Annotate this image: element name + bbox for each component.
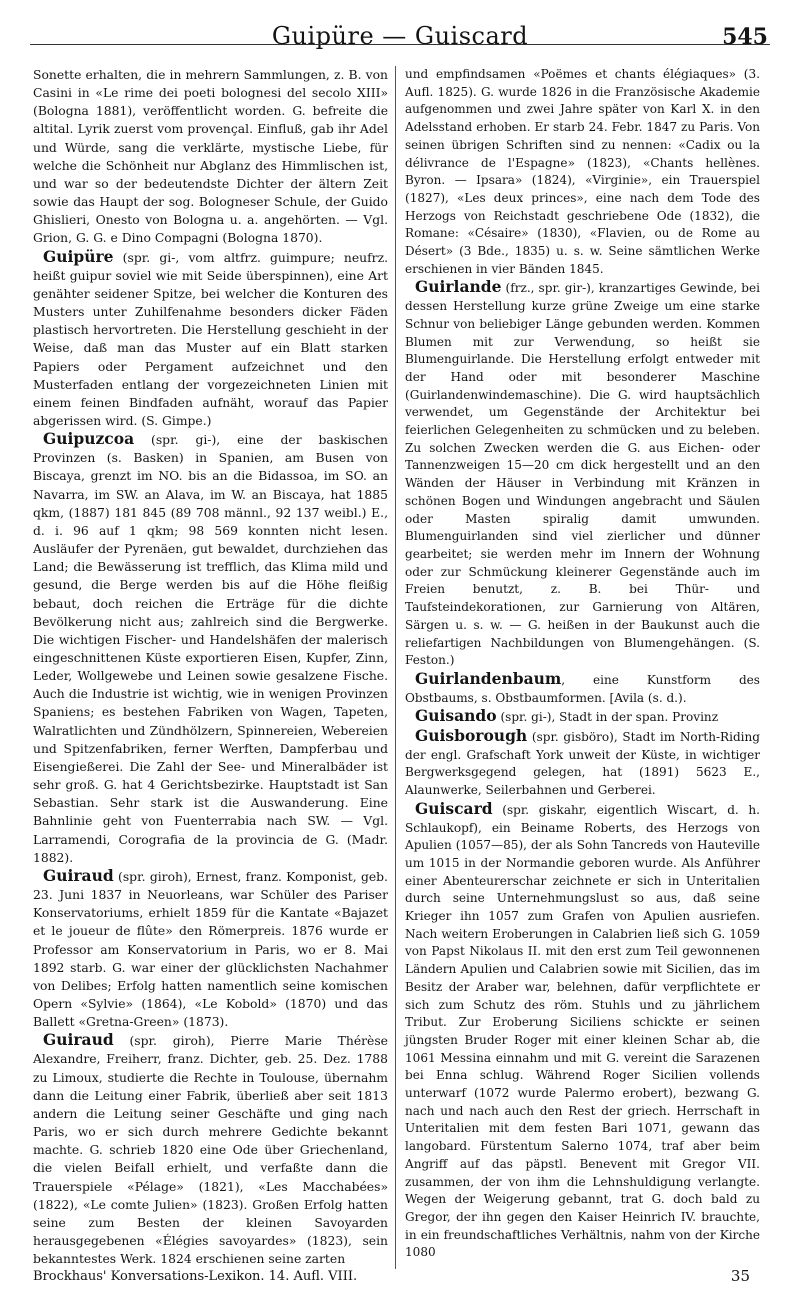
column-divider [395,66,396,1269]
entry-text: (spr. gi-), Stadt in der span. Provinz [496,710,719,725]
entry-guipuzcoa [33,430,388,867]
signature-mark: 35 [730,1267,750,1285]
entry-guiscard [405,800,760,1262]
entry-text: (frz., spr. gir-), kranzartiges Gewinde, bei dessen Herstellung kurze grüne Zweige um eine starke Schnur von beliebiger Länge gebunden werden. Kommen Blumen mit zur Verwendung, so heißt sie Blumenguirlande. Die Herstellung erfolgt entweder mit der Hand oder mit besonderer Maschine (Guirlandenwindemaschine). Die G. wird hauptsächlich verwendet, um Gegenstände der Architektur bei feierlichen Gelegenheiten zu schmücken und zu beleben. Zu solchen Zwecken werden die G. aus Eichen- oder Tannenzweigen 15—20 cm dick hergestellt und an den Wänden der Häuser in Verbindung mit Kränzen in schönen Bogen und Windungen angebracht und Säulen oder Masten spiralig damit umwunden. Blumenguirlanden sind viel zierlicher und dünner gearbeitet; sie werden mehr im Innern der Wohnung oder zur Schmückung kleinerer Gegenstände auch im Freien benutzt, z. B. bei Thür- und Taufsteindekorationen, zur Garnierung von Altären, Särgen u. s. w. — G. heißen in der Baukunst auch die reliefartigen Nachbildungen von Blumengehängen. (S. Feston.) [405,281,760,668]
entry-continuation [405,66,760,278]
entry-text: , eine Kunstform des Obstbaums, s. Obstbaumformen. [Avila (s. d.). [405,672,760,705]
entry-text: (spr. giroh), Pierre Marie Thérèse Alexandre, Freiherr, franz. Dichter, geb. 25. Dez. 1788 zu Limoux, studierte die Rechte in Toulouse, übernahm dann die Leitung einer Fabrik, überließ aber seit 1813 andern die Leitung seiner Geschäfte und ging nach Paris, wo er sich durch mehrere Gedichte bekannt machte. G. schrieb 1820 eine Ode über Griechenland, die vielen Beifall erhielt, und verfaßte dann die Trauerspiele «Pélage» (1821), «Les Macchabées» (1822), «Le comte Julien» (1823). Großen Erfolg hatten seine zum Besten der kleinen Savoyarden herausgegebenen «Élégies savoyardes» (1823), sein bekanntestes Werk. 1824 erschienen seine zarten [33,1034,388,1267]
running-title: Guipüre — Guiscard [271,22,529,50]
entry-text: und empfindsamen «Poëmes et chants élégiaques» (3. Aufl. 1825). G. wurde 1826 in die Französische Akademie aufgenommen und zwei Jahre später von Karl X. in den Adelsstand erhoben. Er starb 24. Febr. 1847 zu Paris. Von seinen übrigen Schriften sind zu nennen: «Cadix ou la délivrance de l'Espagne» (1823), «Chants hellènes. Byron. — Ipsara» (1824), «Virginie», ein Trauerspiel (1827), «Les deux princes», eine nach dem Tode des Herzogs von Reichstadt geschriebene Ode (1832), die Romane: «Césaire» (1830), «Flavien, ou de Rome au Désert» (3 Bde., 1835) u. s. w. Seine sämtlichen Werke erschienen in vier Bänden 1845. [405,67,760,276]
entry-text: (spr. giskahr, eigentlich Wiscart, d. h. Schlaukopf), ein Beiname Roberts, des Herzogs von Apulien (1057—85), der als Sohn Tancreds von Hauteville um 1015 in der Normandie geboren wurde. Als Anführer einer Abenteurerschar zeichnete er sich in Unteritalien durch seine Unternehmungslust so aus, daß seine Krieger ihn 1057 zum Grafen von Apulien ausriefen. Nach weitern Eroberungen in Calabrien ließ sich G. 1059 von Papst Nikolaus II. mit den erst zum Teil gewonnenen Ländern Apulien und Calabrien sowie mit Sicilien, das im Besitz der Araber war, belehnen, dafür verpflichtete er sich zum Schutz des röm. Stuhls und zu jährlichem Tribut. Zur Eroberung Siciliens schickte er seinen jüngsten Bruder Roger mit einer kleinen Schar ab, die 1061 Messina einnahm und mit G. vereint die Sarazenen bei Enna schlug. Während Roger Sicilien vollends unterwarf (1072 wurde Palermo erobert), bezwang G. nach und nach auch den Rest der griech. Herrschaft in Unteritalien mit dem festen Bari 1071, gewann das langobard. Fürstentum Salerno 1074, traf aber beim Angriff auf das päpstl. Benevent mit Gregor VII. zusammen, der von ihm die Lehnshuldigung verlangte. Wegen der Weigerung gebannt, trat G. doch bald zu Gregor, der ihn gegen den Kaiser Heinrich IV. brauchte, in ein freundschaftliches Verhältnis, nahm von der Kirche 1080 [405,802,760,1260]
entry-guipuere [33,248,388,431]
right-column [405,66,760,1262]
header-rule [30,44,770,45]
entry-headword: Guiscard [415,798,493,818]
entry-text: (spr. gisböro), Stadt im North-Riding der engl. Grafschaft York unweit der Küste, in wichtiger Bergwerksgegend gelegen, hat (1891) 5623 E., Alaunwerke, Seilerbahnen und Gerberei. [405,730,760,798]
entry-continuation [33,66,388,248]
entry-text: Sonette erhalten, die in mehrern Sammlungen, z. B. von Casini in «Le rime dei poeti bolognesi del secolo XIII» (Bologna 1881), veröffentlicht worden. G. befreite die altital. Lyrik zuerst vom provençal. Einfluß, gab ihr Adel und Würde, sang die verklärte, mystische Liebe, für welche die Schönheit nur Abglanz des Himmlischen ist, und war so der bedeutendste Dichter der ältern Zeit sowie das Haupt der sog. Bologneser Schule, der Guido Ghislieri, Onesto von Bologna u. a. angehörten. — Vgl. Grion, G. G. e Dino Compagni (Bologna 1870). [33,68,388,246]
entry-guirlande [405,278,760,669]
entry-guisborough [405,727,760,800]
entry-guisando [405,707,760,727]
entry-headword: Guisando [415,706,497,726]
left-column [33,66,388,1268]
entry-headword: Guisborough [415,726,528,746]
page-number: 545 [722,24,768,50]
entry-text: (spr. giroh), Ernest, franz. Komponist, geb. 23. Juni 1837 in Neuorleans, war Schüler des Pariser Konservatoriums, erhielt 1859 für die Kantate «Bajazet et le joueur de flûte» den Römerpreis. 1876 wurde er Professor am Konservatorium in Paris, wo er 8. Mai 1892 starb. G. war einer der glücklichsten Nachahmer von Delibes; Erfolg hatten namentlich seine komischen Opern «Sylvie» (1864), «Le Kobold» (1870) und das Ballett «Gretna-Green» (1873). [33,869,388,1030]
entry-guirlandenbaum [405,670,760,707]
source-line: Brockhaus' Konversations-Lexikon. 14. Aufl. VIII. [33,1269,358,1284]
entry-text: (spr. gi-), eine der baskischen Provinzen (s. Basken) in Spanien, am Busen von Biscaya, grenzt im NO. bis an die Bidassoa, im SO. an Navarra, im SW. an Alava, im W. an Biscaya, hat 1885 qkm, (1887) 181 845 (89 708 männl., 92 137 weibl.) E., d. i. 96 auf 1 qkm; 98 569 konnten nicht lesen. Ausläufer der Pyrenäen, gut bewaldet, durchziehen das Land; die Bewässerung ist trefflich, das Klima mild und gesund, die Berge werden bis auf die Höhe fleißig bebaut, doch reichen die Erträge für die dichte Bevölkerung nicht aus; zahlreich sind die Bergwerke. Die wichtigen Fischer- und Handelshäfen der malerisch eingeschnittenen Küste exportieren Eisen, Kupfer, Zinn, Leder, Wollgewebe und Leinen sowie gesalzene Fische. Auch die Industrie ist wichtig, wie in wenigen Provinzen Spaniens; es bestehen Fabriken von Wagen, Tapeten, Walratlichten und Zündhölzern, Spinnereien, Webereien und Spitzenfabriken, ferner Werften, Dampferbau und Eisengießerei. Die Zahl der See- und Mineralbäder ist sehr groß. G. hat 4 Gerichtsbezirke. Hauptstadt ist San Sebastian. Sehr stark ist die Auswanderung. Eine Bahnlinie geht von Fuenterrabia nach SW. — Vgl. Larramendi, Corografia de la provincia de G. (Madr. 1882). [33,433,388,865]
entry-text: (spr. gi-, vom altfrz. guimpure; neufrz. heißt guipur soviel wie mit Seide überspinnen), eine Art genähter seidener Spitze, bei welcher die Konturen des Musters unter Zuhilfenahme besonders dicker Fäden plastisch hervortreten. Die Herstellung geschieht in der Weise, daß man das Muster auf ein Blatt starken Papiers oder Pergament aufzeichnet und den Musterfaden entlang der vorgezeichneten Linien mit einem feinen Bindfaden aufnäht, worauf das Papier abgerissen wird. (S. Gimpe.) [33,250,388,428]
entry-headword: Guiraud [43,1030,114,1050]
entry-headword: Guipuzcoa [43,429,135,449]
entry-headword: Guirlandenbaum [415,668,562,688]
entry-guiraud-pierre [33,1031,388,1268]
entry-headword: Guipüre [43,246,114,266]
entry-guiraud-ernest [33,867,388,1031]
entry-headword: Guiraud [43,865,114,885]
page-footer [33,1269,770,1289]
page-header [30,18,770,58]
entry-headword: Guirlande [415,277,502,297]
